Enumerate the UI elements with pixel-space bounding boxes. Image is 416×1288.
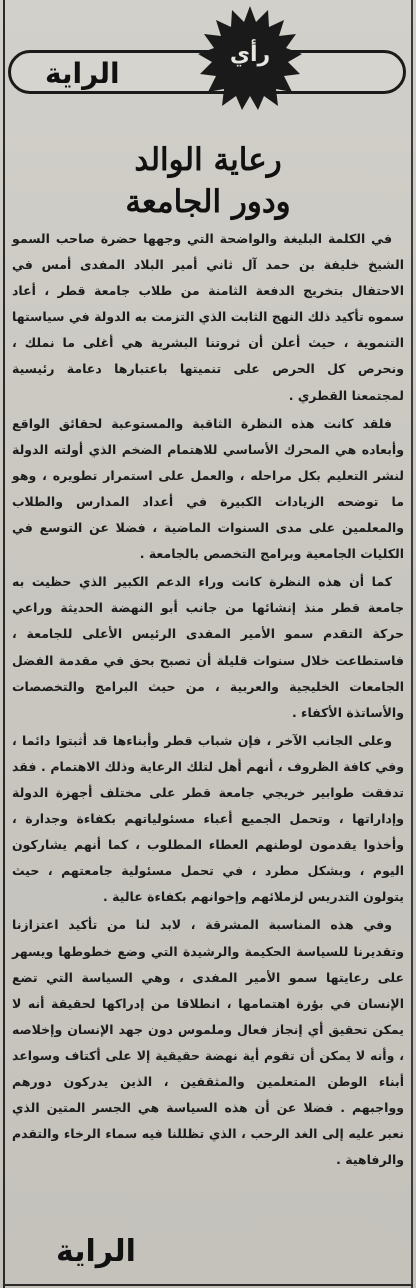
- article-paragraph: كما أن هذه النظرة كانت وراء الدعم الكبير الذي حظيت به جامعة قطر منذ إنشائها من جانب أبو النهضة الحديثة وراعي حركة التقدم سمو الأمير المفدى الرئيس الأعلى للجامعة ، فاستطاعت خلال سنوات قليلة أن تصبح بحق في مقدمة الفضل الجامعات الخليجية والعربية ، من حيث البرامج والتخصصات والأساتذة الأكفاء .: [12, 574, 404, 720]
- article-paragraph: فلقد كانت هذه النظرة الثاقبة والمستوعبة لحقائق الواقع وأبعاده هي المحرك الأساسي للاهتمام الضخم الذي أولته الدولة لنشر التعليم بكل مراحله ، والعمل على استمرار تطويره ، وهو ما توضحه الزيادات الكبيرة في أعداد المدارس والطلاب والمعلمين على مدى السنوات الماضية ، فضلا عن التوسع في الكليات الجامعية وبرامج التخصص بالجامعة .: [12, 415, 404, 562]
- article-paragraph: في الكلمة البليغة والواضحة التي وجهها حضرة صاحب السمو الشيخ خليفة بن حمد آل ثاني أمير البلاد المفدى أمس في الاحتفال بتخريج الدفعة الثامنة من طلاب جامعة قطر ، أعاد سموه تأكيد ذلك النهج الثابت الذي التزمت به الدولة في سياستها التنموية ، حيث أعلن أن ثروتنا البشرية هي أغلى ما نملك ، ونحرص كل الحرص على تنميتها باعتبارها دعامة رئيسية لمجتمعنا القطري .: [12, 231, 404, 403]
- opinion-badge-label: رأي: [229, 42, 271, 67]
- article-title-line-1: رعاية الوالد: [134, 142, 282, 178]
- right-border-rule: [411, 0, 413, 1288]
- article-signature: الراية: [56, 1234, 136, 1269]
- article-paragraph: وفي هذه المناسبة المشرقة ، لابد لنا من تأكيد اعتزازنا وتقديرنا للسياسة الحكيمة والرشيدة التي وضع خطوطها ويسهر على رعايتها سمو الأمير المفدى ، وهي السياسة التي تضع الإنسان في بؤرة اهتمامها ، انطلاقا من إدراكها لحقيقة أنه لا يمكن تحقيق أي إنجاز فعال وملموس دون جهد الإنسان وإخلاصه ، وأنه لا يمكن أن تقوم أية نهضة حقيقية إلا على أكتاف وسواعد أبناء الوطن المتعلمين والمثقفين ، الذين يدركون دورهم وواجبهم . فضلا عن أن هذه السياسة هي الجسر المتين الذي نعبر عليه إلى الغد الرحب ، الذي تظللنا فيه سماء الرخاء والتقدم والرفاهية .: [12, 917, 404, 1168]
- article-title-line-2: ودور الجامعة: [125, 184, 291, 220]
- left-border-rule: [3, 0, 5, 1288]
- article-paragraph: وعلى الجانب الآخر ، فإن شباب قطر وأبناءها قد أثبتوا دائما ، وفي كافة الظروف ، أنهم أهل لتلك الرعاية وذلك الاهتمام . فقد تدفقت طوابير خريجي جامعة قطر على مختلف أجهزة الدولة وإداراتها ، وتحمل الجميع أعباء مسئولياتهم بكفاءة وجدارة ، وأخذوا يقدمون لوطنهم العطاء المطلوب ، كما أنهم يشاركون اليوم ، وبشكل مطرد ، في تحمل مسئولية جامعتهم ، حيث يتولون التدريس لزملائهم وإخوانهم بكفاءة عالية .: [12, 732, 404, 905]
- article-body: [12, 226, 404, 1173]
- bottom-border-rule: [3, 1284, 413, 1286]
- banner-section-name: الراية: [45, 57, 120, 90]
